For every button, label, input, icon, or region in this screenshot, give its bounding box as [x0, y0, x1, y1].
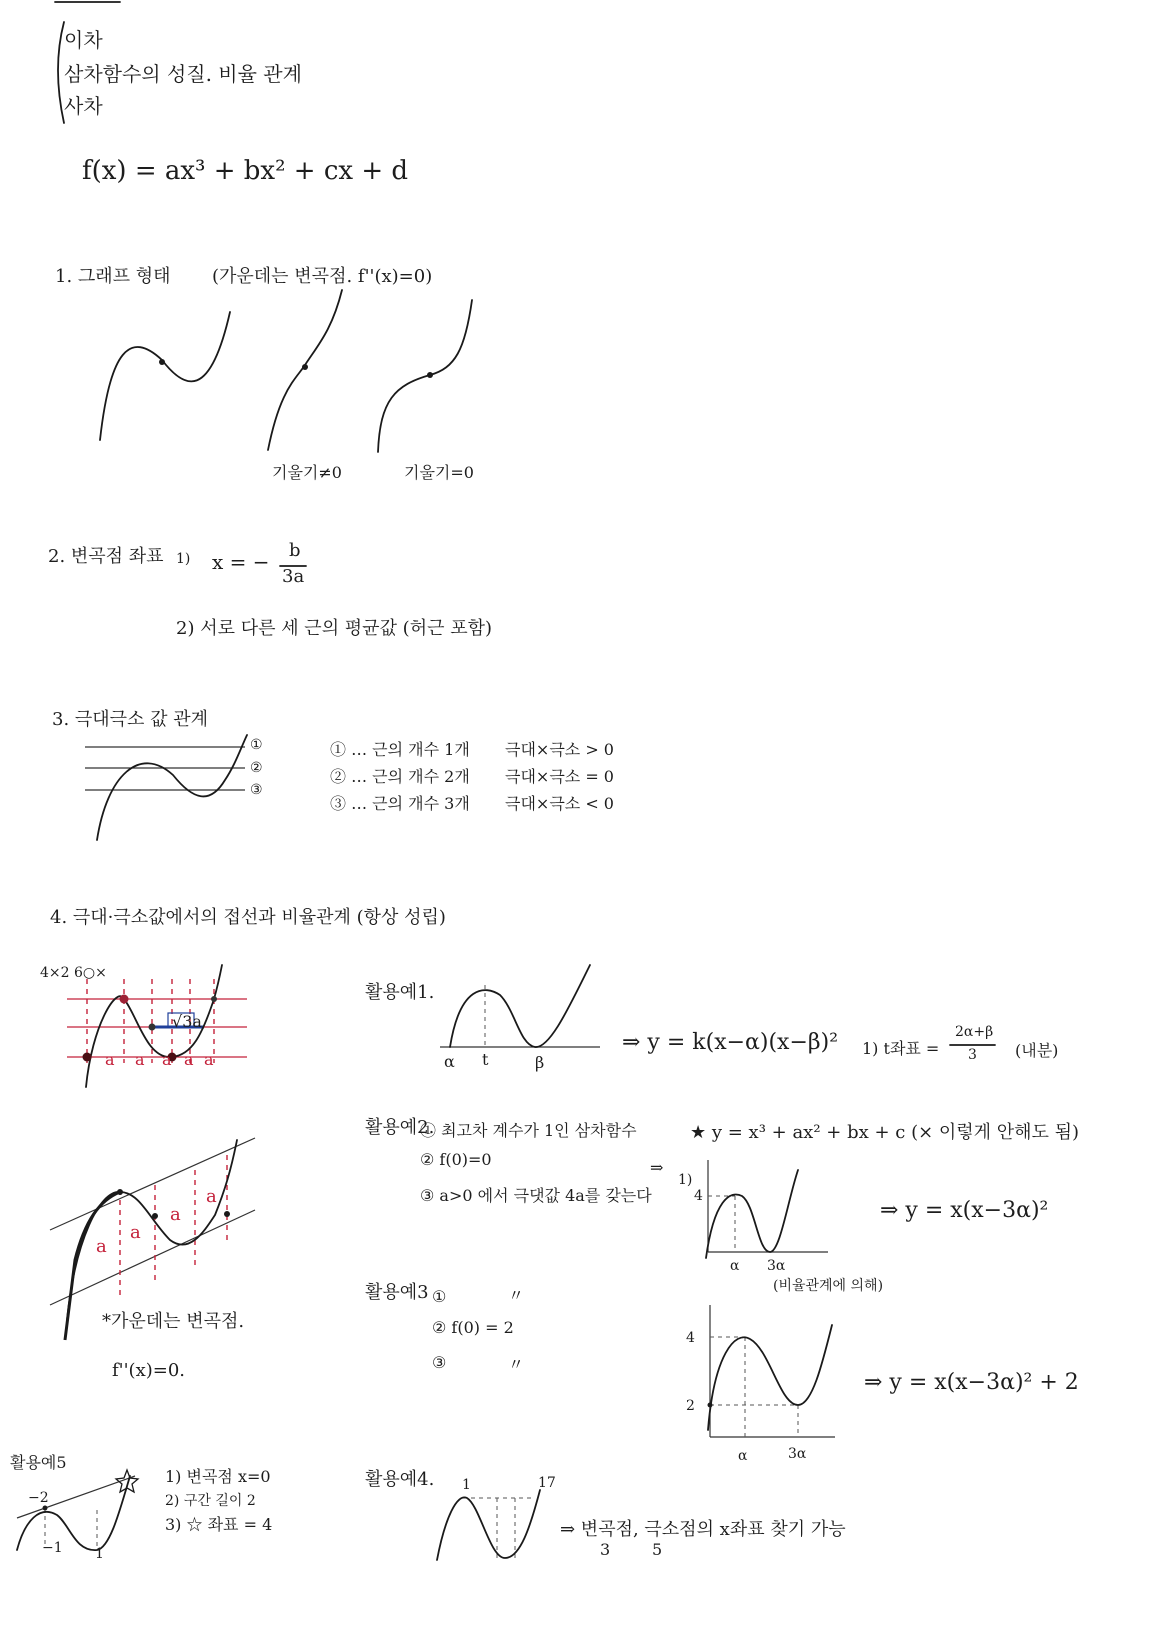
extrema-product-row-2: 극대×극소 = 0 [505, 767, 614, 786]
ex5-graph [15, 1470, 165, 1560]
ex1-result: ⇒ y = k(x−α)(x−β)² [622, 1030, 839, 1055]
section2-item2: 2) 서로 다른 세 근의 평균값 (허근 포함) [176, 618, 493, 639]
ex2-condition-1: ① 최고차 계수가 1인 삼차함수 [420, 1121, 637, 1140]
box-label: √3a [172, 1012, 202, 1031]
ex3-x-alpha: α [738, 1448, 748, 1464]
section2-fraction-numerator: b [289, 540, 301, 561]
extrema-product-row-1: 극대×극소 > 0 [505, 740, 614, 759]
ex1-coord-numerator: 2α+β [955, 1024, 994, 1040]
graph-label-nonzero-slope: 기울기≠0 [272, 463, 342, 482]
ex5-x-right: 1 [95, 1546, 104, 1562]
ex5-item-2: 2) 구간 길이 2 [165, 1493, 256, 1509]
ex4-graph [435, 1488, 555, 1568]
ex4-mark-left: 1 [462, 1477, 471, 1493]
section2-item1-lhs: x = − [212, 550, 270, 574]
ex2-y-label: 4 [694, 1188, 703, 1204]
ex1-alpha: α [444, 1052, 455, 1071]
ratio-label-a-4: a [184, 1050, 194, 1069]
cubic-shape-graphs [90, 290, 510, 460]
line-mark-1: ① [250, 737, 263, 753]
ex2-step: 1) [678, 1172, 693, 1188]
ex2-condition-3: ③ a>0 에서 극댓값 4a를 갖는다 [420, 1186, 652, 1205]
ex5-item-3: 3) ☆ 좌표 = 4 [165, 1515, 273, 1534]
line-mark-2: ② [250, 760, 263, 776]
ex1-coord-note: (내분) [1015, 1041, 1059, 1060]
header-line-2: 삼차함수의 성질. 비율 관계 [64, 62, 302, 86]
line-mark-3: ③ [250, 782, 263, 798]
ex2-graph-note: (비율관계에 의해) [773, 1278, 884, 1294]
graph-label-zero-slope: 기울기=0 [404, 463, 474, 482]
ex5-y-mark: −2 [28, 1490, 49, 1506]
tangent-label-a-4: a [206, 1186, 217, 1207]
ex4-mark-right: 17 [538, 1475, 556, 1491]
section2-fraction-denominator: 3a [282, 566, 305, 587]
ex3-condition-2: ② f(0) = 2 [432, 1318, 514, 1337]
ratio-label-a-2: a [135, 1050, 145, 1069]
ex3-condition-3: ③ [432, 1353, 447, 1372]
ratio-label-a-3: a [162, 1050, 172, 1069]
ex2-hint: ★ y = x³ + ax² + bx + c (× 이렇게 안해도 됨) [690, 1122, 1080, 1143]
ratio-label-a-1: a [105, 1050, 115, 1069]
ex3-y-top: 4 [686, 1330, 695, 1346]
ex5-item-1: 1) 변곡점 x=0 [165, 1467, 271, 1486]
ex1-t: t [482, 1050, 489, 1069]
ex4-title: 활용예4. [365, 1469, 435, 1490]
ex4-result: ⇒ 변곡점, 극소점의 x좌표 찾기 가능 [560, 1519, 846, 1540]
ex3-condition-1: ① [432, 1287, 447, 1306]
ex2-result: ⇒ y = x(x−3α)² [880, 1198, 1049, 1223]
extrema-product-row-3: 극대×극소 < 0 [505, 794, 614, 813]
root-count-row-3: ③ … 근의 개수 3개 [330, 794, 470, 813]
ex2-title: 활용예2. [365, 1117, 435, 1138]
ex1-graph [440, 965, 610, 1085]
ex2-x-alpha: α [730, 1258, 740, 1274]
root-count-row-1: ① … 근의 개수 1개 [330, 740, 470, 759]
inflection-note: *가운데는 변곡점. [102, 1311, 245, 1332]
section1-title: 1. 그래프 형태 [55, 266, 171, 287]
tangent-label-a-3: a [170, 1204, 181, 1225]
cubic-formula: f(x) = ax³ + bx² + cx + d [82, 156, 409, 186]
section2-item1-number: 1) [176, 551, 191, 567]
section2-title: 2. 변곡점 좌표 [48, 546, 164, 567]
ex3-x-3alpha: 3α [788, 1446, 807, 1462]
ex3-condition-3-ditto: 〃 [508, 1355, 525, 1374]
second-derivative-note: f''(x)=0. [112, 1360, 186, 1381]
top-edge-mark [55, 0, 135, 6]
ex4-sub-right: 5 [652, 1540, 663, 1559]
ex3-title: 활용예3 [365, 1282, 429, 1303]
section4-title: 4. 극대·극소값에서의 접선과 비율관계 (항상 성립) [50, 907, 446, 928]
ex2-graph [700, 1160, 835, 1270]
ex1-beta: β [535, 1053, 545, 1072]
ex3-result: ⇒ y = x(x−3α)² + 2 [864, 1370, 1079, 1395]
ex3-y-low: 2 [686, 1398, 695, 1414]
ratio-graph-top-label: 4×2 6○× [40, 965, 107, 981]
ex4-sub-left: 3 [600, 1540, 611, 1559]
ex3-condition-1-ditto: 〃 [508, 1286, 525, 1305]
ex2-condition-2: ② f(0)=0 [420, 1150, 492, 1169]
extrema-roots-graph [85, 735, 265, 845]
ex2-arrow: ⇒ [650, 1158, 664, 1177]
header-line-1: 이차 [64, 28, 103, 52]
ratio-graph-horizontal [62, 965, 262, 1095]
ex5-x-left: −1 [42, 1540, 63, 1556]
section3-title: 3. 극대극소 값 관계 [52, 709, 209, 730]
tangent-label-a-2: a [130, 1222, 141, 1243]
ex1-coord-denominator: 3 [968, 1047, 977, 1063]
section1-note: (가운데는 변곡점. f''(x)=0) [212, 266, 433, 287]
ex3-graph [700, 1305, 845, 1450]
tangent-label-a-1: a [96, 1236, 107, 1257]
ex2-x-3alpha: 3α [767, 1258, 786, 1274]
header-line-3: 사차 [64, 94, 103, 118]
ex1-coord-label: 1) t좌표 = [862, 1039, 940, 1058]
ex1-title: 활용예1. [365, 982, 435, 1003]
ex5-title: 활용예5 [10, 1453, 67, 1472]
ratio-label-a-5: a [204, 1050, 214, 1069]
root-count-row-2: ② … 근의 개수 2개 [330, 767, 470, 786]
